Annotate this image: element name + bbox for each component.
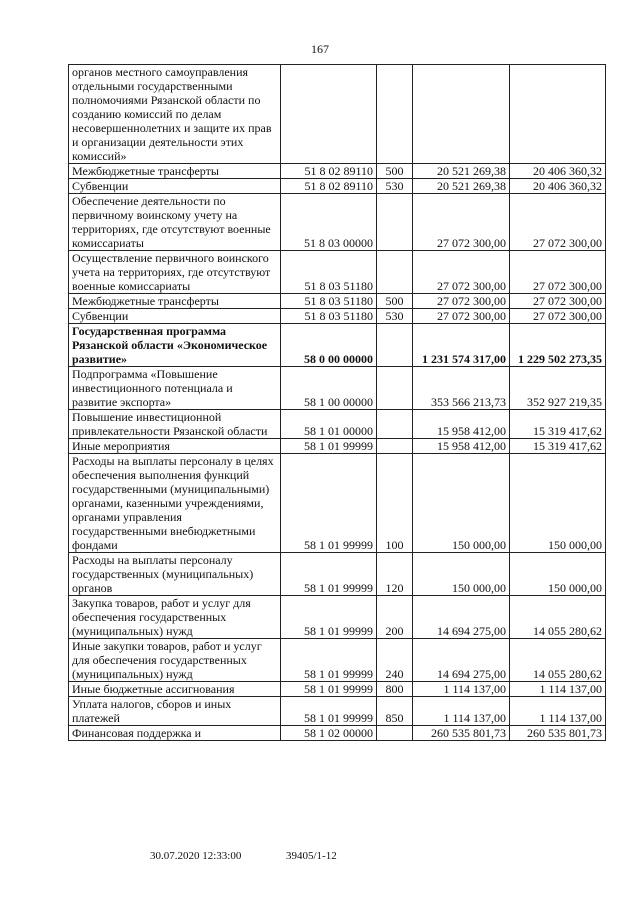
row-name-cell: Расходы на выплаты персоналу государственных (муниципальных) органов xyxy=(69,553,281,596)
row-amount-2020-cell: 20 521 269,38 xyxy=(413,179,510,194)
table-row xyxy=(69,697,606,726)
table-row xyxy=(69,596,606,639)
row-amount-2020-cell: 15 958 412,00 xyxy=(413,410,510,439)
footer-datetime: 30.07.2020 12:33:00 xyxy=(150,850,242,862)
row-expense-type-cell: 200 xyxy=(377,596,413,639)
row-expense-type-cell xyxy=(377,324,413,367)
table-row xyxy=(69,410,606,439)
row-amount-executed-cell: 15 319 417,62 xyxy=(510,439,606,454)
row-amount-executed-cell: 260 535 801,73 xyxy=(510,726,606,741)
row-code-cell: 51 8 02 89110 xyxy=(281,164,377,179)
row-amount-executed-cell: 20 406 360,32 xyxy=(510,179,606,194)
row-amount-executed-cell: 150 000,00 xyxy=(510,454,606,553)
row-amount-2020-cell: 14 694 275,00 xyxy=(413,596,510,639)
table-row xyxy=(69,639,606,682)
row-amount-executed-cell: 1 229 502 273,35 xyxy=(510,324,606,367)
row-code-cell: 51 8 03 00000 xyxy=(281,194,377,251)
row-name-cell: Субвенции xyxy=(69,179,281,194)
row-code-cell: 51 8 03 51180 xyxy=(281,251,377,294)
row-amount-executed-cell: 150 000,00 xyxy=(510,553,606,596)
row-expense-type-cell xyxy=(377,65,413,164)
row-amount-2020-cell: 20 521 269,38 xyxy=(413,164,510,179)
row-name-cell: Иные бюджетные ассигнования xyxy=(69,682,281,697)
row-expense-type-cell: 530 xyxy=(377,179,413,194)
page-number: 167 xyxy=(311,42,329,56)
row-name-cell: Обеспечение деятельности по первичному воинскому учету на территориях, где отсутствуют военные комиссариаты xyxy=(69,194,281,251)
row-amount-executed-cell: 352 927 219,35 xyxy=(510,367,606,410)
row-expense-type-cell: 500 xyxy=(377,164,413,179)
row-code-cell xyxy=(281,65,377,164)
row-amount-2020-cell: 1 231 574 317,00 xyxy=(413,324,510,367)
budget-table xyxy=(68,64,606,741)
row-code-cell: 58 0 00 00000 xyxy=(281,324,377,367)
row-expense-type-cell: 100 xyxy=(377,454,413,553)
row-amount-2020-cell: 27 072 300,00 xyxy=(413,294,510,309)
row-name-cell: органов местного самоуправления отдельными государственными полномочиями Рязанской области по созданию комиссий по делам несовершеннолетних и защите их прав и организации деятельности этих комиссий» xyxy=(69,65,281,164)
row-code-cell: 58 1 01 99999 xyxy=(281,697,377,726)
row-amount-2020-cell: 27 072 300,00 xyxy=(413,309,510,324)
row-code-cell: 51 8 03 51180 xyxy=(281,309,377,324)
row-amount-executed-cell: 1 114 137,00 xyxy=(510,682,606,697)
row-name-cell: Осуществление первичного воинского учета на территориях, где отсутствуют военные комиссариаты xyxy=(69,251,281,294)
row-name-cell: Уплата налогов, сборов и иных платежей xyxy=(69,697,281,726)
row-amount-2020-cell: 150 000,00 xyxy=(413,553,510,596)
row-amount-2020-cell: 353 566 213,73 xyxy=(413,367,510,410)
row-name-cell: Межбюджетные трансферты xyxy=(69,164,281,179)
footer-document-number: 39405/1-12 xyxy=(286,850,337,862)
row-amount-2020-cell: 1 114 137,00 xyxy=(413,682,510,697)
row-name-cell: Иные мероприятия xyxy=(69,439,281,454)
row-expense-type-cell xyxy=(377,194,413,251)
table-row xyxy=(69,251,606,294)
row-name-cell: Повышение инвестиционной привлекательности Рязанской области xyxy=(69,410,281,439)
row-amount-executed-cell: 14 055 280,62 xyxy=(510,639,606,682)
table-row xyxy=(69,439,606,454)
table-row xyxy=(69,682,606,697)
row-amount-2020-cell: 27 072 300,00 xyxy=(413,194,510,251)
row-code-cell: 51 8 03 51180 xyxy=(281,294,377,309)
row-name-cell: Расходы на выплаты персоналу в целях обеспечения выполнения функций государственными (муниципальными) органами, казенными учреждениями, органами управления государственными внебюджетными фондами xyxy=(69,454,281,553)
row-amount-executed-cell: 14 055 280,62 xyxy=(510,596,606,639)
row-expense-type-cell: 120 xyxy=(377,553,413,596)
row-amount-2020-cell: 150 000,00 xyxy=(413,454,510,553)
row-expense-type-cell xyxy=(377,439,413,454)
row-code-cell: 51 8 02 89110 xyxy=(281,179,377,194)
row-code-cell: 58 1 01 00000 xyxy=(281,410,377,439)
row-expense-type-cell: 240 xyxy=(377,639,413,682)
row-code-cell: 58 1 01 99999 xyxy=(281,454,377,553)
table-row xyxy=(69,65,606,164)
row-name-cell: Иные закупки товаров, работ и услуг для обеспечения государственных (муниципальных) нужд xyxy=(69,639,281,682)
row-expense-type-cell: 530 xyxy=(377,309,413,324)
row-name-cell: Межбюджетные трансферты xyxy=(69,294,281,309)
row-expense-type-cell xyxy=(377,251,413,294)
row-amount-executed-cell: 27 072 300,00 xyxy=(510,251,606,294)
row-code-cell: 58 1 01 99999 xyxy=(281,439,377,454)
row-amount-executed-cell: 27 072 300,00 xyxy=(510,309,606,324)
row-code-cell: 58 1 01 99999 xyxy=(281,596,377,639)
row-expense-type-cell xyxy=(377,410,413,439)
row-amount-executed-cell: 27 072 300,00 xyxy=(510,194,606,251)
row-expense-type-cell: 850 xyxy=(377,697,413,726)
table-row xyxy=(69,454,606,553)
table-row xyxy=(69,553,606,596)
table-row xyxy=(69,309,606,324)
table-row xyxy=(69,324,606,367)
row-expense-type-cell: 500 xyxy=(377,294,413,309)
row-name-cell: Подпрограмма «Повышение инвестиционного потенциала и развитие экспорта» xyxy=(69,367,281,410)
table-row xyxy=(69,194,606,251)
table-row xyxy=(69,164,606,179)
row-amount-2020-cell xyxy=(413,65,510,164)
row-amount-executed-cell xyxy=(510,65,606,164)
row-code-cell: 58 1 01 99999 xyxy=(281,682,377,697)
row-expense-type-cell xyxy=(377,367,413,410)
row-amount-executed-cell: 1 114 137,00 xyxy=(510,697,606,726)
row-name-cell: Финансовая поддержка и xyxy=(69,726,281,741)
row-name-cell: Субвенции xyxy=(69,309,281,324)
row-amount-2020-cell: 1 114 137,00 xyxy=(413,697,510,726)
row-code-cell: 58 1 01 99999 xyxy=(281,553,377,596)
row-code-cell: 58 1 01 99999 xyxy=(281,639,377,682)
row-amount-2020-cell: 260 535 801,73 xyxy=(413,726,510,741)
row-code-cell: 58 1 00 00000 xyxy=(281,367,377,410)
row-name-cell: Закупка товаров, работ и услуг для обеспечения государственных (муниципальных) нужд xyxy=(69,596,281,639)
row-amount-2020-cell: 27 072 300,00 xyxy=(413,251,510,294)
row-name-cell: Государственная программа Рязанской области «Экономическое развитие» xyxy=(69,324,281,367)
table-row xyxy=(69,179,606,194)
table-row xyxy=(69,294,606,309)
table-row xyxy=(69,367,606,410)
row-amount-executed-cell: 27 072 300,00 xyxy=(510,294,606,309)
row-code-cell: 58 1 02 00000 xyxy=(281,726,377,741)
row-amount-executed-cell: 15 319 417,62 xyxy=(510,410,606,439)
row-expense-type-cell: 800 xyxy=(377,682,413,697)
table-row xyxy=(69,726,606,741)
row-amount-executed-cell: 20 406 360,32 xyxy=(510,164,606,179)
budget-table-body xyxy=(69,65,606,741)
row-expense-type-cell xyxy=(377,726,413,741)
row-amount-2020-cell: 15 958 412,00 xyxy=(413,439,510,454)
row-amount-2020-cell: 14 694 275,00 xyxy=(413,639,510,682)
